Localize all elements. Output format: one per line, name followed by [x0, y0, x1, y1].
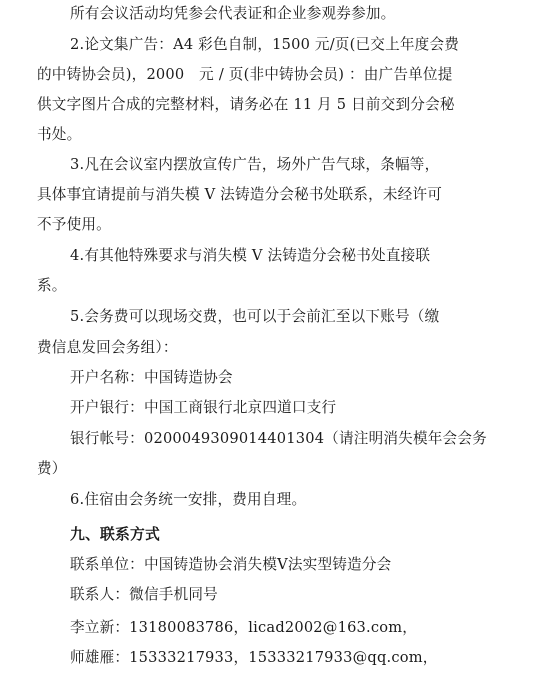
paragraph-line: 所有会议活动均凭参会代表证和企业参观券参加。: [70, 5, 396, 22]
bank-account-line: 银行帐号：0200049309014401304（请注明消失模年会会务: [70, 430, 487, 447]
account-name-line: 开户名称：中国铸造协会: [70, 369, 233, 386]
paragraph-line: 费）: [37, 460, 67, 477]
paragraph-line: 4.有其他特殊要求与消失模 V 法铸造分会秘书处直接联: [70, 247, 431, 264]
paragraph-line: 的中铸协会员)，2000 元 / 页(非中铸协会员) ：由广告单位提: [37, 66, 453, 83]
section-heading: 九、联系方式: [70, 526, 160, 543]
paragraph-line: 2.论文集广告：A4 彩色自制，1500 元/页(已交上年度会费: [70, 36, 460, 53]
paragraph-line: 不予使用。: [37, 216, 111, 233]
contact-li-line: 李立新：13180083786，licad2002@163.com，: [70, 619, 418, 636]
paragraph-line: 书处。: [37, 126, 82, 143]
paragraph-line: 6.住宿由会务统一安排，费用自理。: [70, 491, 307, 508]
paragraph-line: 5.会务费可以现场交费，也可以于会前汇至以下账号（缴: [70, 308, 440, 325]
paragraph-line: 供文字图片合成的完整材料，请务必在 11 月 5 日前交到分会秘: [37, 96, 455, 113]
contact-shi-line: 师雄雁：15333217933，15333217933@qq.com，: [70, 649, 438, 666]
bank-name-line: 开户银行：中国工商银行北京四道口支行: [70, 399, 337, 416]
paragraph-line: 具体事宜请提前与消失模 V 法铸造分会秘书处联系，未经许可: [37, 186, 443, 203]
paragraph-line: 系。: [37, 277, 67, 294]
contact-unit-line: 联系单位：中国铸造协会消失模Ⅴ法实型铸造分会: [70, 556, 392, 573]
paragraph-line: 3.凡在会议室内摆放宣传广告，场外广告气球，条幅等，: [70, 156, 440, 173]
paragraph-line: 费信息发回会务组）：: [37, 339, 178, 356]
contact-person-line: 联系人：微信手机同号: [70, 586, 218, 603]
